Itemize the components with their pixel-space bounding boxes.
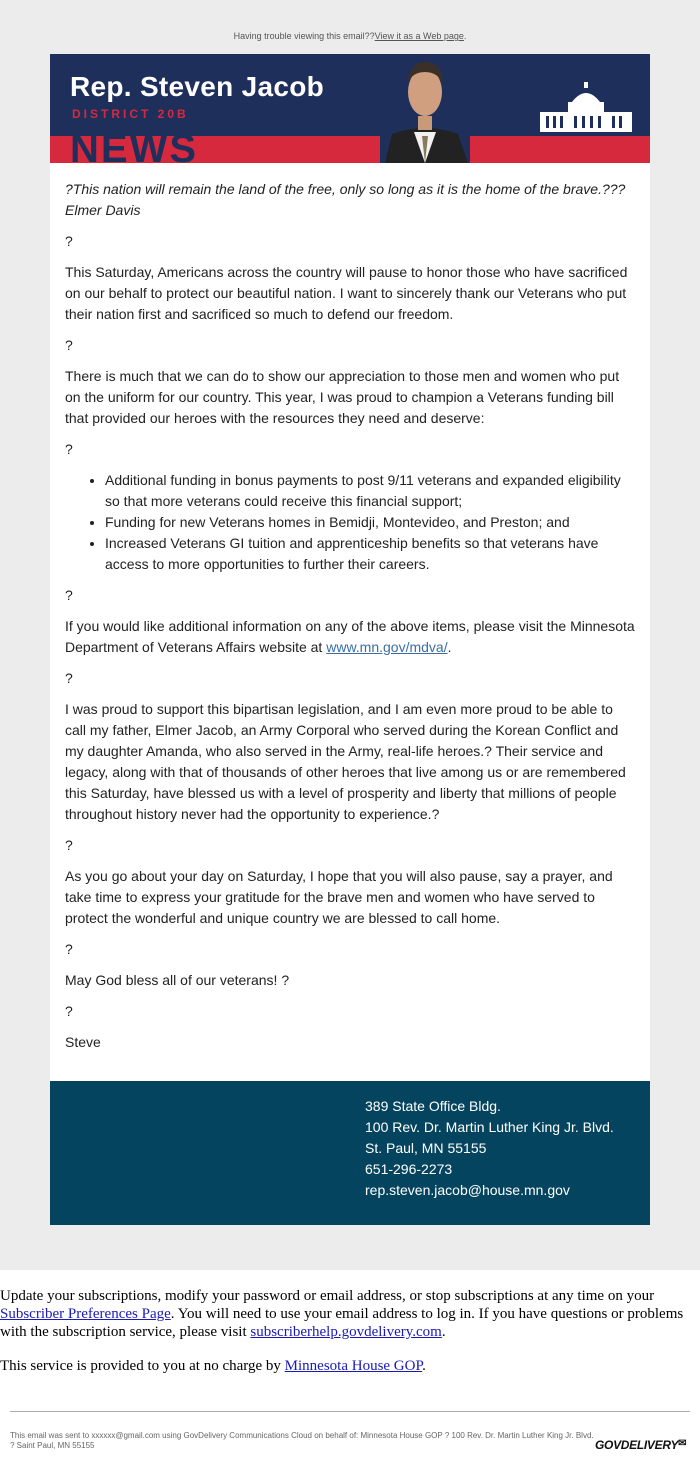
subscriber-help-link[interactable]: subscriberhelp.govdelivery.com <box>250 1324 442 1340</box>
paragraph-6: May God bless all of our veterans! ? <box>65 972 290 988</box>
spacer-mark: ? <box>65 587 73 603</box>
list-item: • Funding for new Veterans homes in Bemidji, Montevideo, and Preston; and <box>105 512 635 533</box>
paragraph-4: I was proud to support this bipartisan legislation, and I am even more proud to be able to call my father, Elmer Jacob, an Army Corporal who served during the Korean Conflict and my daughter Amanda, who also served in the Army, real-life heroes.? Their service and legacy, along with that of thousands of other heroes that live among us or are remembered this Saturday, have blessed us with a level of prosperity and liberty that millions of people throughout history never had the opportunity to experience.? <box>65 701 626 822</box>
portrait-photo <box>380 54 470 163</box>
signoff: Steve <box>65 1034 101 1050</box>
footer-divider <box>10 1411 690 1412</box>
spacer-mark: ? <box>65 837 73 853</box>
web-page-link[interactable]: View it as a Web page <box>374 31 464 41</box>
email-container <box>50 54 650 1225</box>
message-body <box>50 163 650 1081</box>
mdva-link[interactable]: www.mn.gov/mdva/ <box>326 639 448 655</box>
trouble-text: Having trouble viewing this email?? <box>233 31 375 41</box>
opening-quote: ?This nation will remain the land of the free, only so long as it is the home of the brave.??? Elmer Davis <box>65 181 626 218</box>
funding-list <box>65 470 635 575</box>
legal-text: This email was sent to xxxxxx@gmail.com using GovDelivery Communications Cloud on behalf of: Minnesota House GOP ? 100 Rev. Dr. Martin Luther King Jr. Blvd. ? Saint Paul, MN 55155 <box>10 1431 594 1450</box>
contact-address <box>365 1096 614 1201</box>
service-paragraph: This service is provided to you at no charge by Minnesota House GOP. <box>0 1358 426 1374</box>
phone-number: 651-296-2273 <box>365 1161 453 1177</box>
spacer-mark: ? <box>65 233 73 249</box>
envelope-icon: ✉ <box>678 1438 687 1449</box>
paragraph-1: This Saturday, Americans across the country will pause to honor those who have sacrificed on our behalf to protect our beautiful nation. I want to sincerely thank our Veterans who put their nation first and sacrificed so much to defend our freedom. <box>65 264 628 322</box>
spacer-mark: ? <box>65 337 73 353</box>
preheader: Having trouble viewing this email??View it as a Web page. <box>233 31 467 41</box>
paragraph-5: As you go about your day on Saturday, I hope that you will also pause, say a prayer, and take time to express your gratitude for the brave men and women who have served to protect the wonderful and unique country we are blessed to call home. <box>65 868 613 926</box>
list-item: • Additional funding in bonus payments to post 9/11 veterans and expanded eligibility so that more veterans could receive this financial support; <box>105 470 635 512</box>
capitol-icon <box>538 82 634 134</box>
district-label: DISTRICT 20B <box>72 107 189 121</box>
email-address: rep.steven.jacob@house.mn.gov <box>365 1182 570 1198</box>
header-title: Rep. Steven Jacob <box>70 71 325 102</box>
house-gop-link[interactable]: Minnesota House GOP <box>284 1358 423 1374</box>
newsletter-header <box>50 54 650 163</box>
spacer-mark: ? <box>65 670 73 686</box>
address-line-1: 389 State Office Bldg. <box>365 1098 501 1114</box>
list-item: • Increased Veterans GI tuition and apprenticeship benefits so that veterans have access to more opportunities to further their careers. <box>105 533 635 575</box>
address-line-2: 100 Rev. Dr. Martin Luther King Jr. Blvd. <box>365 1119 614 1135</box>
contact-footer <box>50 1081 650 1225</box>
spacer-mark: ? <box>65 1003 73 1019</box>
govdelivery-logo[interactable]: GOVDELIVERY✉ <box>595 1438 687 1452</box>
subscription-info <box>0 1287 700 1391</box>
paragraph-2: There is much that we can do to show our appreciation to those men and women who put on the uniform for our country. This year, I was proud to champion a Veterans funding bill that provided our heroes with the resources they need and deserve: <box>65 368 620 426</box>
paragraph-3: If you would like additional information on any of the above items, please visit the Minnesota Department of Veterans Affairs website at www.mn.gov/mdva/. <box>65 618 635 655</box>
address-line-3: St. Paul, MN 55155 <box>365 1140 487 1156</box>
subscription-paragraph: Update your subscriptions, modify your password or email address, or stop subscriptions at any time on your Subscriber Preferences Page. You will need to use your email address to log in. If you have questions or problems with the subscription service, please visit subscriberhelp.govdelivery.com. <box>0 1288 684 1340</box>
news-wordmark: NEWS <box>70 127 198 163</box>
spacer-mark: ? <box>65 941 73 957</box>
subscriber-preferences-link[interactable]: Subscriber Preferences Page <box>0 1306 171 1322</box>
spacer-mark: ? <box>65 441 73 457</box>
